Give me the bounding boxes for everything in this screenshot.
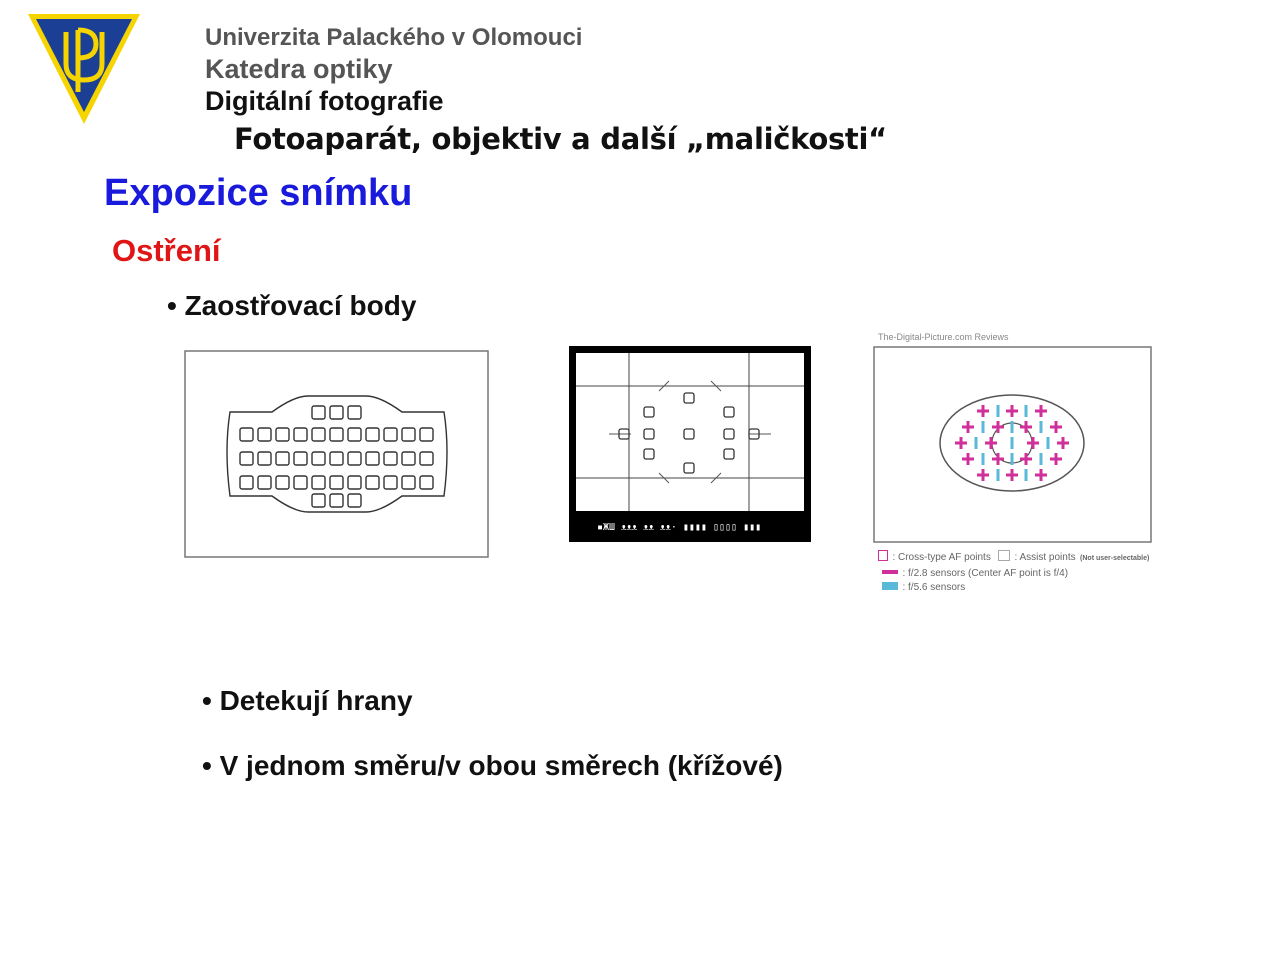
af-sensor-cross: [1032, 437, 1035, 449]
af-sensor-cross: [982, 469, 985, 481]
legend-assist-swatch: [998, 550, 1010, 561]
af-sensor-cross: [1040, 469, 1043, 481]
af-sensor-cross: [1055, 421, 1058, 433]
bullet-focus-points: • Zaostřovací body: [167, 290, 417, 321]
af-sensor-cross: [990, 437, 993, 449]
slide-title: Expozice snímku: [104, 172, 413, 214]
legend-cross-type-label: : Cross-type AF points: [892, 552, 991, 563]
af-sensor-cross: [997, 453, 1000, 465]
af-sensor-vertical: [982, 453, 985, 465]
course-name: Digitální fotografie: [205, 86, 444, 116]
af-sensor-cross: [960, 437, 963, 449]
af-sensor-vertical: [1011, 437, 1014, 449]
af-points-diagram-2: [569, 346, 811, 542]
university-name: Univerzita Palackého v Olomouci: [205, 24, 583, 51]
af-sensor-cross: [1055, 453, 1058, 465]
af-sensor-vertical: [1011, 421, 1014, 433]
af-sensor-vertical: [1040, 421, 1043, 433]
af-points-diagram-1: [184, 350, 490, 558]
af-sensor-vertical: [1025, 469, 1028, 481]
af-sensor-cross: [967, 421, 970, 433]
legend-cross-type-swatch: [878, 550, 888, 561]
af-sensor-cross: [1025, 421, 1028, 433]
af-sensor-vertical: [1047, 437, 1050, 449]
af-sensor-vertical: [1011, 453, 1014, 465]
lecture-subtitle: Fotoaparát, objektiv a další „maličkosti“: [234, 122, 887, 156]
bullet-detect-edges: • Detekují hrany: [202, 685, 413, 716]
af-sensor-cross: [967, 453, 970, 465]
department-name: Katedra optiky: [205, 54, 393, 84]
af-sensor-cross: [1040, 405, 1043, 417]
section-heading: Ostření: [112, 233, 221, 268]
legend-assist-label: : Assist points: [1014, 552, 1076, 563]
af-sensor-vertical: [997, 405, 1000, 417]
af-sensor-cross: [1062, 437, 1065, 449]
figure-credit: The-Digital-Picture.com Reviews: [878, 332, 1009, 342]
af-sensor-vertical: [1025, 405, 1028, 417]
af-sensor-cross: [1011, 405, 1014, 417]
af-sensor-cross: [1025, 453, 1028, 465]
af-points-diagram-3: [873, 346, 1153, 544]
af-sensor-cross: [982, 405, 985, 417]
legend-assist-note: (Not user-selectable): [1080, 555, 1150, 562]
legend-f56-swatch: [882, 582, 898, 590]
af-sensor-cross: [997, 421, 1000, 433]
af-sensor-vertical: [997, 469, 1000, 481]
legend-f28-swatch: [882, 570, 898, 574]
af-sensor-vertical: [975, 437, 978, 449]
legend-f56: [882, 577, 965, 595]
af-sensor-cross: [1011, 469, 1014, 481]
university-logo: [26, 12, 142, 128]
af-sensor-vertical: [1040, 453, 1043, 465]
af-sensor-vertical: [982, 421, 985, 433]
bullet-directions: • V jednom směru/v obou směrech (křížové): [202, 750, 783, 781]
legend-f28-label: : f/2.8 sensors (Center AF point is f/4): [902, 568, 1069, 579]
legend-f56-label: : f/5.6 sensors: [902, 582, 966, 593]
svg-text:▪ЖШ ᴥᴥᴥ ᴥᴥ ᴥᴥ· ▮▮▮▮ ▯▯▯▯ ▮▮: ▪ЖШ ᴥᴥᴥ ᴥᴥ ᴥᴥ· ▮▮▮▮ ▯▯▯▯ ▮▮▮: [597, 522, 762, 533]
